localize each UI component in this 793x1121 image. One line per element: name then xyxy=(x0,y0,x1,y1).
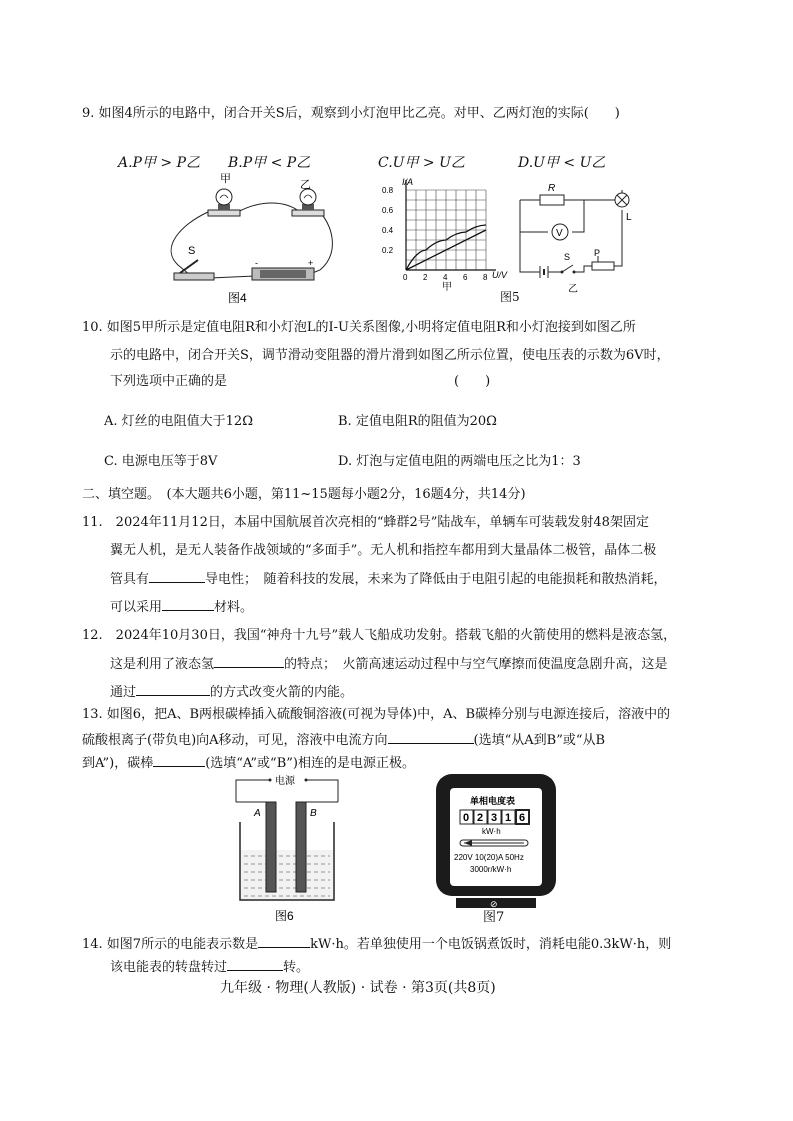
q13-line2: 硫酸根离子(带负电)向A移动，可见，溶液中电流方向 (选填“从A到B”或“从B xyxy=(82,730,605,751)
figure-7 xyxy=(434,772,564,922)
y-axis-label: I/A xyxy=(402,177,414,187)
q9-option-c: C.U甲 > U乙 xyxy=(378,155,465,171)
switch-label: S xyxy=(564,252,571,262)
blank-13-2[interactable] xyxy=(153,753,205,767)
q10-paren: ( ) xyxy=(454,374,491,389)
meter-title: 单相电度表 xyxy=(470,796,516,806)
figure-6-caption: 图6 xyxy=(275,909,294,923)
meter-spec-1: 220V 10(20)A 50Hz xyxy=(454,853,524,862)
q12-line2: 这是利用了液态氢 的特点； 火箭高速运动过程中与空气摩擦而使温度急剧升高，这是 xyxy=(110,654,668,675)
x-axis-label: U/V xyxy=(492,270,508,280)
q9-option-a: A.P甲 > P乙 xyxy=(118,155,201,171)
meter-digits xyxy=(460,810,529,824)
q10-option-b: B. 定值电阻R的阻值为20Ω xyxy=(338,414,497,429)
q13-line3: 到A”)，碳棒 (选填“A”或“B”)相连的是电源正极。 xyxy=(82,753,415,774)
rod-a-label: A xyxy=(254,808,261,819)
lamp-yi-label: 乙 xyxy=(300,179,311,191)
meter-digit-1: 0 xyxy=(463,812,470,824)
q9-stem: 9. 如图4所示的电路中，闭合开关S后，观察到小灯泡甲比乙亮。对甲、乙两灯泡的实际( ) xyxy=(82,106,620,121)
blank-13-1[interactable] xyxy=(388,730,474,744)
figure-4 xyxy=(160,170,340,305)
q10-line1: 10. 如图5甲所示是定值电阻R和小灯泡L的I-U关系图像,小明将定值电阻R和小灯泡接到如图乙所 xyxy=(82,320,636,335)
q10-line2: 示的电路中，闭合开关S，调节滑动变阻器的滑片滑到如图乙所示位置，使电压表的示数为6V时， xyxy=(110,348,670,363)
battery xyxy=(540,266,548,278)
blank-12-1[interactable] xyxy=(214,654,284,668)
x-tick-label: 2 xyxy=(423,273,428,282)
q10-option-c: C. 电源电压等于8V xyxy=(104,454,218,469)
circuit5-wire xyxy=(520,190,622,272)
q11-line2: 翼无人机，是无人装备作战领域的“多面手”。无人机和指控车都用到大量晶体二极管，晶体二极 xyxy=(110,543,657,558)
meter-digit-4: 1 xyxy=(505,812,512,824)
y-tick-label: 0.4 xyxy=(382,226,394,235)
page-footer: 九年级 · 物理(人教版) · 试卷 · 第3页(共8页) xyxy=(220,980,496,996)
figure-5-caption: 图5 xyxy=(500,290,520,304)
q12-line1: 12. 2024年10月30日，我国“神舟十九号”载人飞船成功发射。搭载飞船的火箭使用的燃料是液态氢， xyxy=(82,628,677,643)
lamp-jia xyxy=(208,189,240,216)
q14-line2: 该电能表的转盘转过 转。 xyxy=(110,957,309,978)
y-tick-label: 0.2 xyxy=(382,246,394,255)
y-tick-label: 0.6 xyxy=(382,206,394,215)
lamp-l-label: L xyxy=(626,212,632,223)
q11-line4: 可以采用 材料。 xyxy=(110,597,253,618)
q13-line1: 13. 如图6，把A、B两根碳棒插入硫酸铜溶液(可视为导体)中，A、B碳棒分别与电源连接后，溶液中的 xyxy=(82,707,671,722)
blank-14-1[interactable] xyxy=(258,934,310,948)
figure-4-caption: 图4 xyxy=(228,291,247,305)
figure-5-graph xyxy=(380,172,510,302)
meter-terminal-symbol: ⊘ xyxy=(490,899,498,909)
lamp-l xyxy=(615,193,629,207)
blank-11-2[interactable] xyxy=(162,597,214,611)
switch xyxy=(174,260,214,280)
rod-b xyxy=(296,802,306,892)
x-tick-label: 8 xyxy=(483,273,488,282)
blank-12-2[interactable] xyxy=(136,682,210,696)
q14-line1: 14. 如图7所示的电能表示数是 kW·h。若单独使用一个电饭锅煮饭时，消耗电能0.3kW·h，则 xyxy=(82,934,671,955)
svg-text:-: - xyxy=(255,258,258,268)
switch-label: S xyxy=(188,245,196,257)
figure-5-circuit xyxy=(512,180,642,295)
x-tick-label: 6 xyxy=(463,273,468,282)
q9-option-d: D.U甲 < U乙 xyxy=(518,155,606,171)
meter-digit-2: 2 xyxy=(477,812,484,824)
lamp-yi xyxy=(292,189,324,216)
section-2-title: 二、填空题。 (本大题共6小题，第11~15题每小题2分，16题4分，共14分) xyxy=(82,487,526,502)
x-tick-label: 0 xyxy=(403,273,408,282)
voltmeter-label: V xyxy=(556,228,563,239)
rheostat xyxy=(592,262,614,270)
q10-option-d: D. 灯泡与定值电阻的两端电压之比为1：3 xyxy=(338,454,581,469)
meter-disc xyxy=(460,840,528,846)
solution xyxy=(241,850,333,899)
graph-jia-label: 甲 xyxy=(442,282,452,293)
q11-line3: 管具有 导电性； 随着科技的发展，未来为了降低由于电阻引起的电能损耗和散热消耗， xyxy=(110,569,667,590)
svg-text:+: + xyxy=(308,258,314,268)
rod-b-label: B xyxy=(310,808,317,819)
y-tick-label: 0.8 xyxy=(382,186,394,195)
meter-unit: kW·h xyxy=(482,827,501,836)
resistor-r xyxy=(540,195,564,205)
switch xyxy=(561,265,576,274)
meter-digit-5: 6 xyxy=(519,812,526,824)
q10-line3: 下列选项中正确的是 xyxy=(110,374,228,389)
q11-line1: 11. 2024年11月12日，本届中国航展首次亮相的“蜂群2号”陆战车，单辆车可装载发射48架固定 xyxy=(82,515,649,530)
q9-option-b: B.P甲 < P乙 xyxy=(228,155,311,171)
circuit-yi-label: 乙 xyxy=(568,284,578,295)
rod-a xyxy=(266,802,276,892)
q10-option-a: A. 灯丝的电阻值大于12Ω xyxy=(104,414,253,429)
meter-spec-2: 3000r/kW·h xyxy=(470,865,512,874)
power-label: 电源 xyxy=(275,776,295,787)
resistor-label: R xyxy=(548,183,556,194)
figure-6 xyxy=(230,772,345,927)
meter-digit-3: 3 xyxy=(491,812,498,824)
battery xyxy=(252,268,314,280)
lamp-jia-label: 甲 xyxy=(220,173,231,185)
slider-label: P xyxy=(594,248,601,258)
blank-14-2[interactable] xyxy=(227,957,283,971)
blank-11-1[interactable] xyxy=(149,569,205,583)
x-tick-label: 4 xyxy=(443,273,448,282)
q12-line3: 通过 的方式改变火箭的内能。 xyxy=(110,682,353,703)
figure-7-caption: 图7 xyxy=(483,910,505,925)
